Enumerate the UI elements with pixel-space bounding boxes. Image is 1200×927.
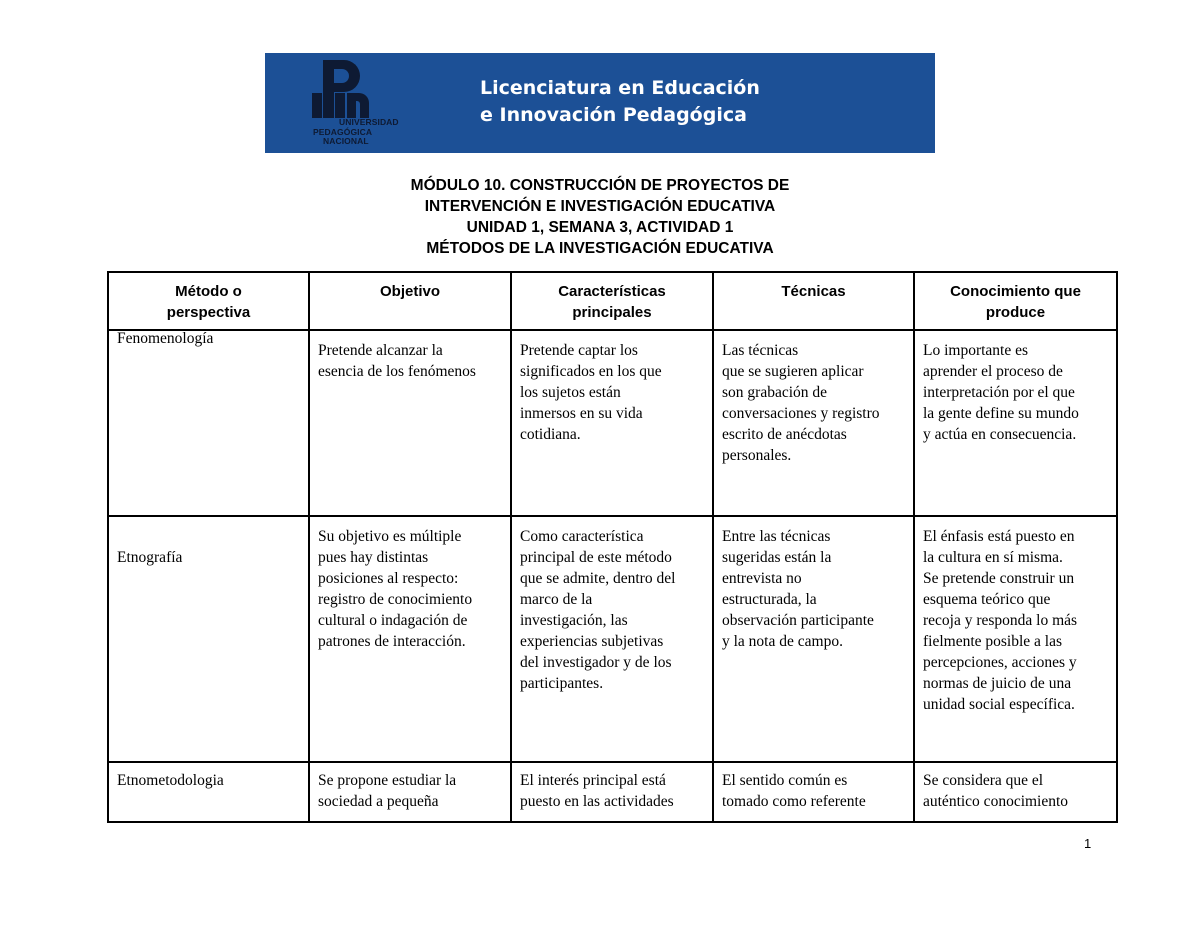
heading-line-4: MÉTODOS DE LA INVESTIGACIÓN EDUCATIVA — [426, 240, 774, 257]
cell-method: Etnometodologia — [108, 762, 309, 822]
cell-techniques: Las técnicas que se sugieren aplicar son grabación de conversaciones y registro escrito de anécdotas personales. — [713, 330, 914, 516]
logo-wordmark — [311, 118, 431, 147]
cell-techniques: Entre las técnicas sugeridas están la entrevista no estructurada, la observación participante y la nota de campo. — [713, 516, 914, 762]
table-header-row — [108, 272, 1117, 330]
heading-line-3: UNIDAD 1, SEMANA 3, ACTIVIDAD 1 — [466, 219, 734, 236]
logo-line-3: NACIONAL — [323, 136, 369, 146]
cell-method-text: Fenomenología — [117, 330, 214, 347]
program-title-line-1: Licenciatura en Educación — [480, 77, 760, 99]
logo-line-1: UNIVERSIDAD — [339, 117, 399, 127]
header-objetivo: Objetivo — [309, 272, 511, 330]
table-row — [108, 516, 1117, 762]
cell-knowledge: Se considera que el auténtico conocimiento — [914, 762, 1117, 822]
logo-line-2: PEDAGÓGICA — [313, 126, 373, 137]
cell-method: Etnografía — [108, 516, 309, 762]
cell-characteristics: Pretende captar los significados en los que los sujetos están inmersos en su vida cotidiana. — [511, 330, 713, 516]
cell-knowledge: El énfasis está puesto en la cultura en sí misma. Se pretende construir un esquema teórico que recoja y responda lo más fielmente posible a las percepciones, acciones y normas de juicio de una unidad social específica. — [914, 516, 1117, 762]
cell-characteristics: El interés principal está puesto en las actividades — [511, 762, 713, 822]
header-metodo: Método o perspectiva — [108, 272, 309, 330]
methods-table — [107, 271, 1118, 823]
cell-method — [108, 330, 309, 516]
table-row — [108, 330, 1117, 516]
header-tecnicas: Técnicas — [713, 272, 914, 330]
heading-line-2: INTERVENCIÓN E INVESTIGACIÓN EDUCATIVA — [424, 198, 776, 215]
document-heading — [0, 175, 1200, 259]
cell-knowledge: Lo importante es aprender el proceso de interpretación por el que la gente define su mundo y actúa en consecuencia. — [914, 330, 1117, 516]
cell-objective: Pretende alcanzar la esencia de los fenómenos — [309, 330, 511, 516]
header-banner — [265, 53, 935, 153]
program-title-line-2: e Innovación Pedagógica — [480, 104, 747, 126]
cell-characteristics: Como característica principal de este método que se admite, dentro del marco de la investigación, las experiencias subjetivas del investigador y de los participantes. — [511, 516, 713, 762]
cell-techniques: El sentido común es tomado como referente — [713, 762, 914, 822]
header-conocimiento: Conocimiento que produce — [914, 272, 1117, 330]
cell-objective: Su objetivo es múltiple pues hay distintas posiciones al respecto: registro de conocimiento cultural o indagación de patrones de interacción. — [309, 516, 511, 762]
table-row — [108, 762, 1117, 822]
program-title — [480, 75, 760, 129]
page-number: 1 — [1084, 836, 1092, 851]
upn-logo — [309, 59, 419, 149]
cell-objective: Se propone estudiar la sociedad a pequeña — [309, 762, 511, 822]
heading-line-1: MÓDULO 10. CONSTRUCCIÓN DE PROYECTOS DE — [410, 177, 790, 194]
header-caracteristicas: Características principales — [511, 272, 713, 330]
upn-logo-mark-icon — [309, 59, 419, 119]
